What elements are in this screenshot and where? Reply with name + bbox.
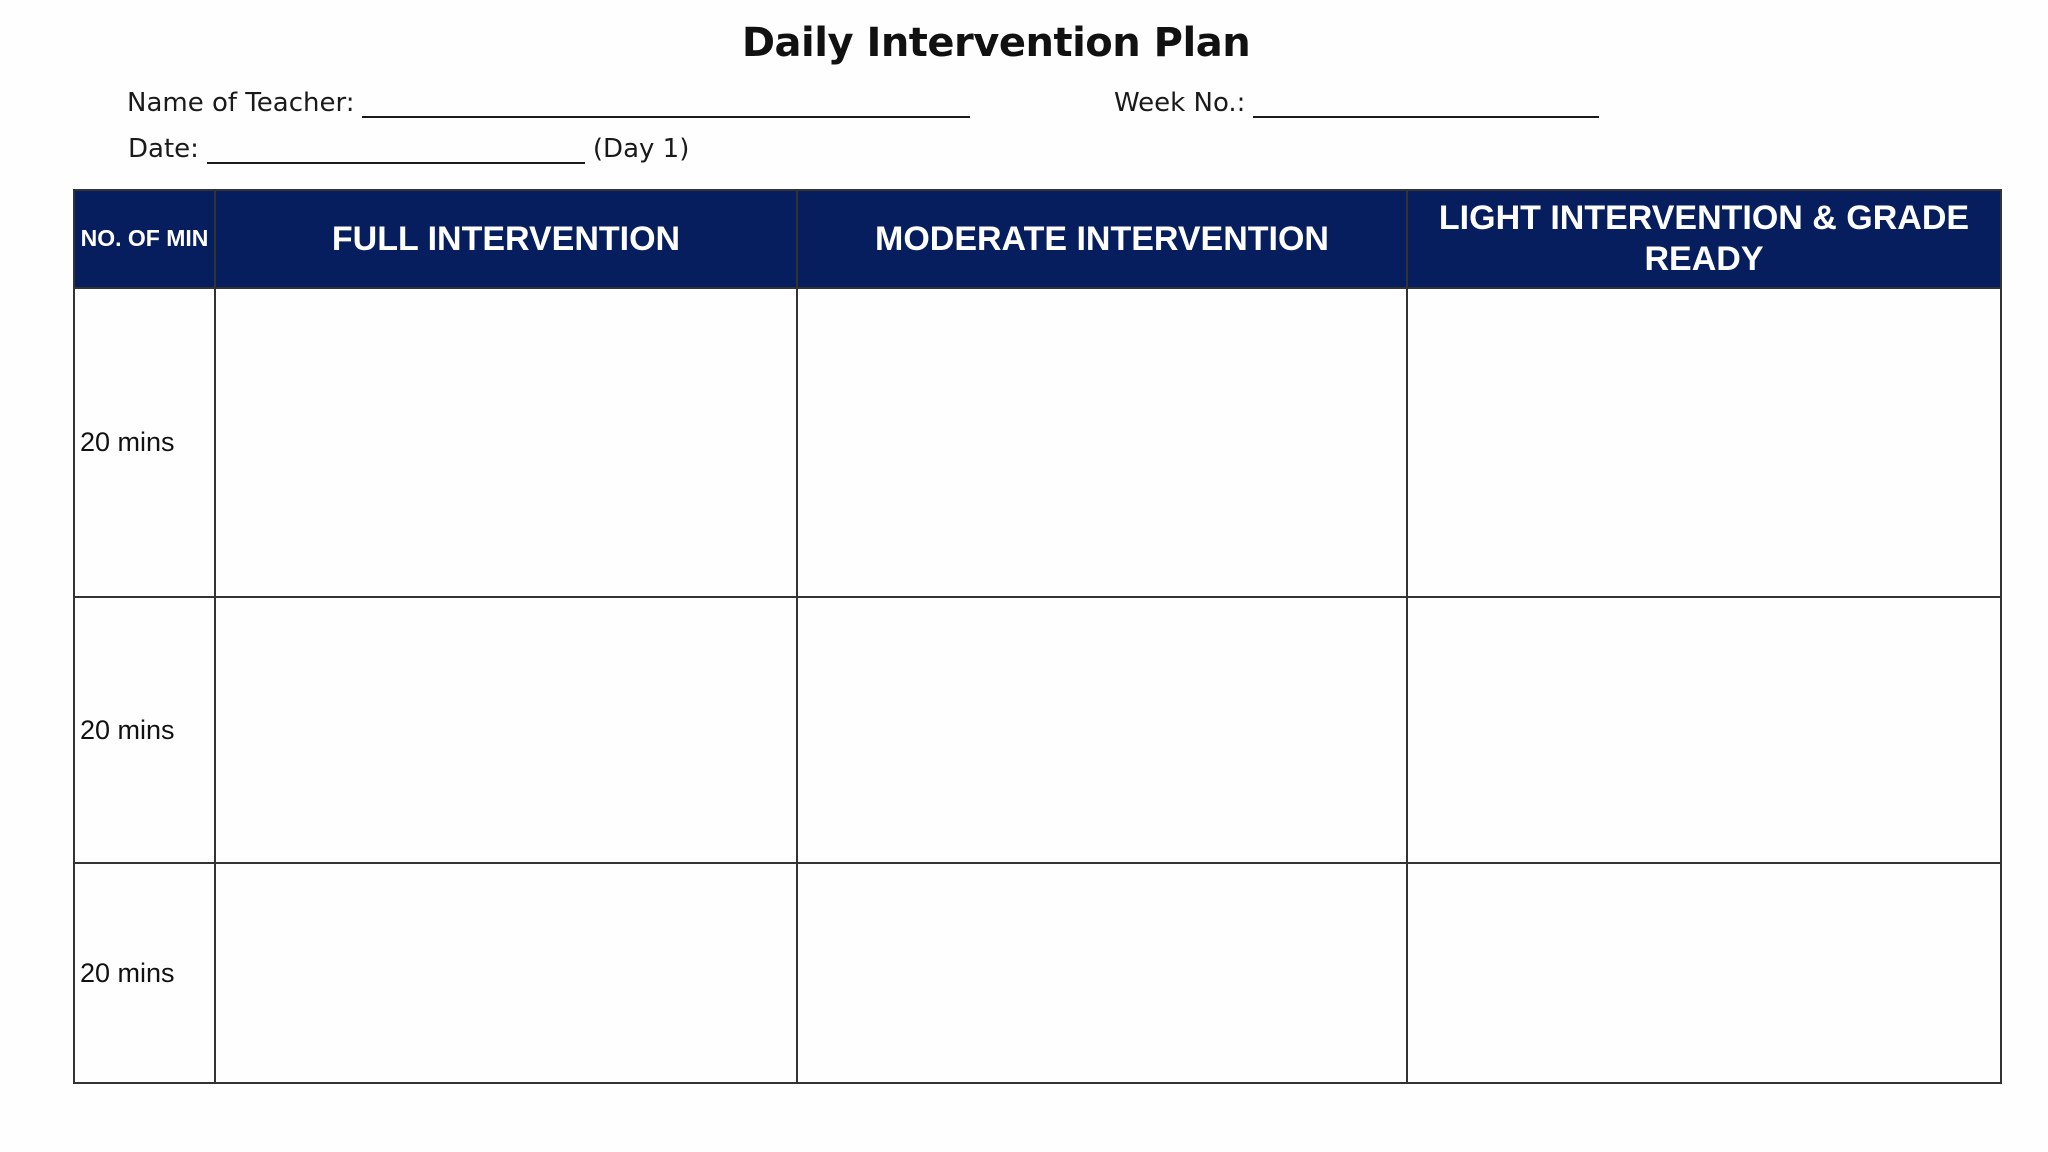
table-row [74, 863, 2001, 1083]
header-no-of-min: NO. OF MIN [74, 190, 215, 288]
minutes-cell: 20 mins [74, 597, 215, 864]
teacher-name-field [127, 88, 970, 118]
full-intervention-cell[interactable] [215, 288, 797, 597]
header-light-intervention: LIGHT INTERVENTION & GRADE READY [1407, 190, 2001, 288]
light-intervention-cell[interactable] [1407, 597, 2001, 864]
date-field [128, 134, 689, 164]
moderate-intervention-cell[interactable] [797, 597, 1407, 864]
full-intervention-cell[interactable] [215, 597, 797, 864]
header-full-intervention: FULL INTERVENTION [215, 190, 797, 288]
page-title: Daily Intervention Plan [741, 20, 1251, 66]
table-row [74, 597, 2001, 864]
moderate-intervention-cell[interactable] [797, 863, 1407, 1083]
teacher-name-blank[interactable] [362, 88, 970, 118]
minutes-cell: 20 mins [74, 863, 215, 1083]
week-number-field [1114, 88, 1599, 118]
light-intervention-cell[interactable] [1407, 863, 2001, 1083]
minutes-cell: 20 mins [74, 288, 215, 597]
table-row [74, 288, 2001, 597]
light-intervention-cell[interactable] [1407, 288, 2001, 597]
teacher-name-label: Name of Teacher: [127, 88, 355, 118]
date-label: Date: [128, 134, 199, 164]
week-number-label: Week No.: [1114, 88, 1246, 118]
full-intervention-cell[interactable] [215, 863, 797, 1083]
table-header-row [74, 190, 2001, 288]
header-moderate-intervention: MODERATE INTERVENTION [797, 190, 1407, 288]
date-blank[interactable] [207, 134, 585, 164]
moderate-intervention-cell[interactable] [797, 288, 1407, 597]
day-label: (Day 1) [592, 134, 690, 164]
intervention-plan-table [73, 189, 2002, 1084]
week-number-blank[interactable] [1253, 88, 1599, 118]
